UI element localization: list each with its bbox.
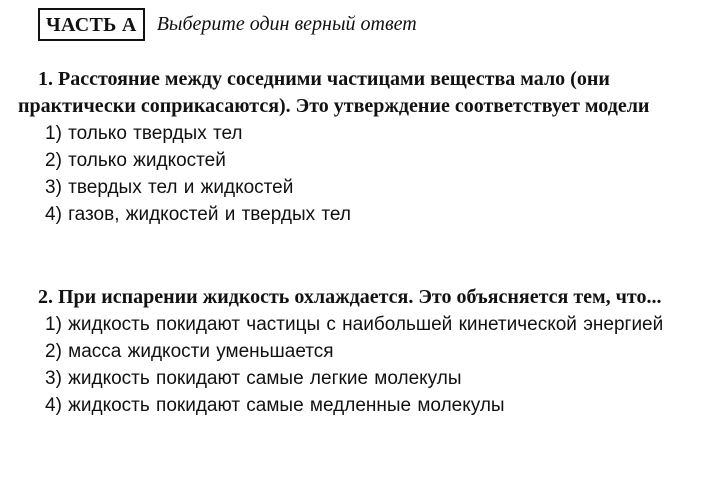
answer-option-2[interactable]: 2) только жидкостей <box>45 150 226 171</box>
question-text: 1. Расстояние между соседними частицами вещества мало (они практически соприкасаются). Это утверждение соответствует модели <box>18 68 650 117</box>
section-header <box>38 8 417 41</box>
answer-option-2[interactable]: 2) масса жидкости уменьшается <box>45 341 334 362</box>
answer-option-4[interactable]: 4) жидкость покидают самые медленные молекулы <box>45 395 505 416</box>
instruction-text: Выберите один верный ответ <box>156 13 417 35</box>
answer-option-3[interactable]: 3) твердых тел и жидкостей <box>45 177 294 198</box>
part-label: ЧАСТЬ А <box>38 8 145 41</box>
answer-options <box>18 120 682 228</box>
question-text: 2. При испарении жидкость охлаждается. Это объясняется тем, что... <box>38 286 662 308</box>
answer-option-1[interactable]: 1) жидкость покидают частицы с наибольшей кинетической энергией <box>45 314 664 335</box>
answer-option-4[interactable]: 4) газов, жидкостей и твердых тел <box>45 204 351 225</box>
answer-options <box>18 311 682 419</box>
question-2 <box>18 284 682 419</box>
question-1 <box>18 66 682 228</box>
answer-option-1[interactable]: 1) только твердых тел <box>45 123 243 144</box>
answer-option-3[interactable]: 3) жидкость покидают самые легкие молекулы <box>45 368 462 389</box>
